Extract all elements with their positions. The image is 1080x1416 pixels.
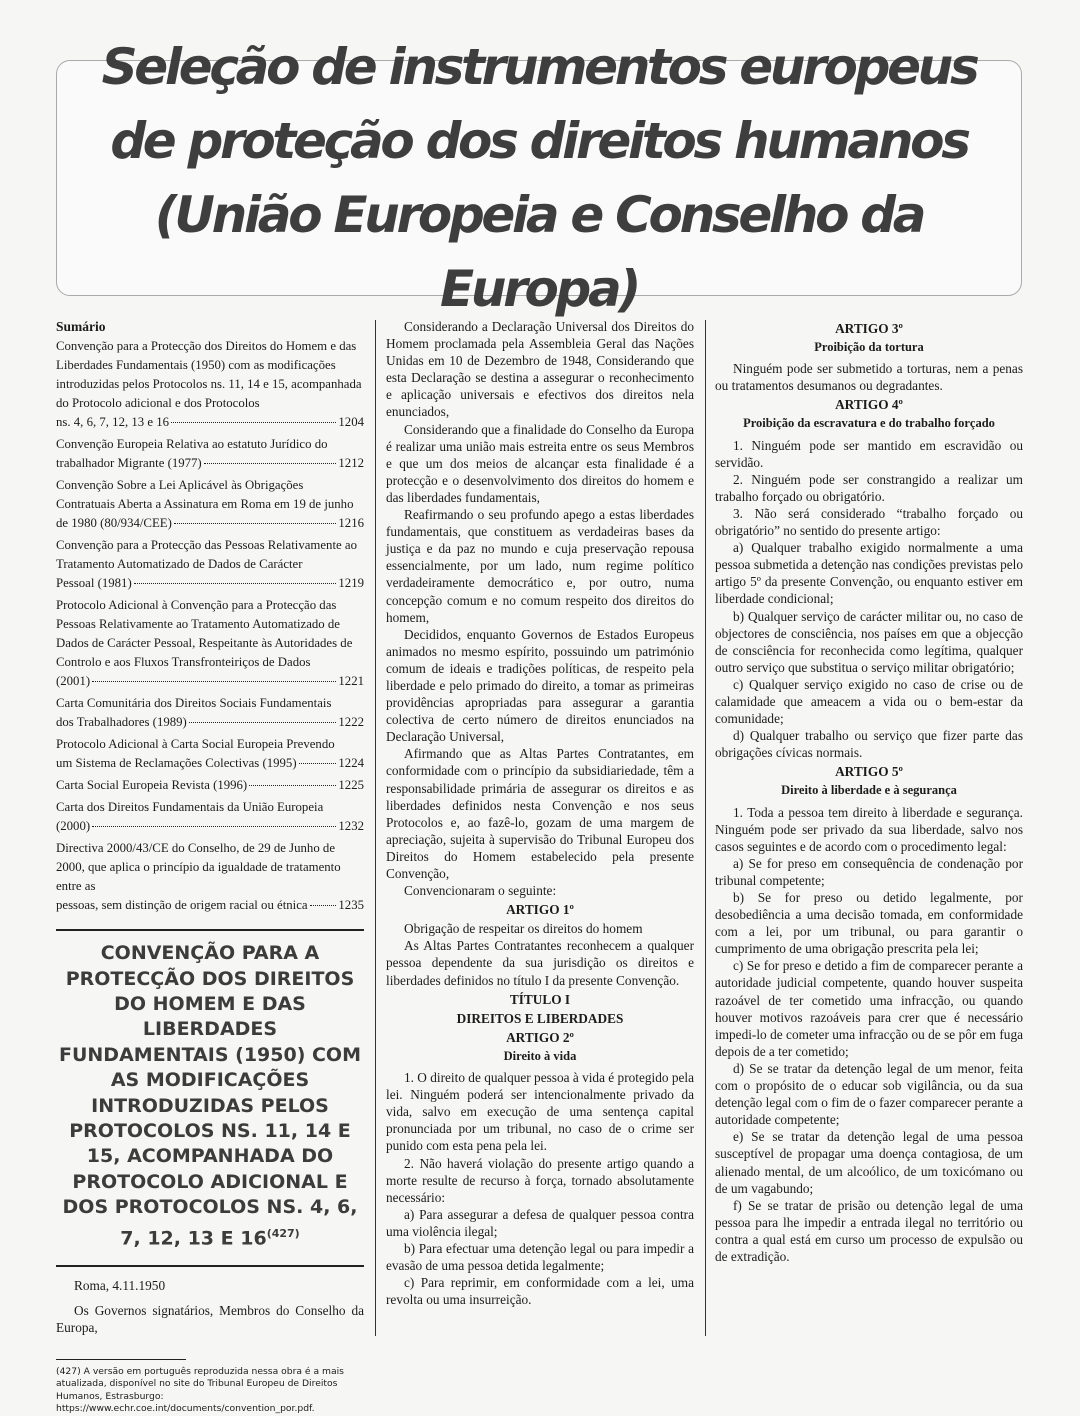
toc-entry-text-end: ns. 4, 6, 7, 12, 13 e 16 [56, 415, 170, 430]
toc-leader-dots [299, 763, 337, 764]
toc-entry-text-end: de 1980 (80/934/CEE) [56, 516, 172, 531]
paragraph: 1. Toda a pessoa tem direito à liberdade e segurança. Ninguém pode ser privado da sua liberdade, salvo nos casos seguintes e de acordo com o procedimento legal: [715, 804, 1023, 854]
toc-entry[interactable] [56, 596, 364, 691]
paragraph: 1. O direito de qualquer pessoa à vida é protegido pela lei. Ninguém poderá ser intencionalmente privado da vida, salvo em execução de uma sentença capital pronunciada por um tribunal, no caso de o crime ser punido com esta pena pela lei. [386, 1070, 694, 1154]
toc-entry-text-end: (2000) [56, 819, 91, 834]
paragraph: d) Se se tratar da detenção legal de um menor, feita com o propósito de o educar sob vigilância, ou da sua detenção legal com o fim de o fazer comparecer perante a autoridade competente; [715, 1060, 1023, 1128]
paragraph: Considerando a Declaração Universal dos Direitos do Homem proclamada pela Assembleia Geral das Nações Unidas em 10 de Dezembro de 1948, Considerando que esta Declaração se destina a assegurar o reconhecimento e aplicação universais e efectivos dos direitos nela enunciados, [386, 319, 694, 420]
toc-leader-dots [249, 785, 336, 786]
paragraph: a) Se for preso em consequência de condenação por tribunal competente; [715, 855, 1023, 888]
title-box [56, 38, 1022, 318]
toc-entry-text: Convenção Sobre a Lei Aplicável às Obrigações Contratuais Aberta a Assinatura em Roma em 19 de junho [56, 478, 354, 512]
title-i-subtitle: DIREITOS E LIBERDADES [456, 1010, 624, 1026]
divider [56, 929, 364, 931]
toc-entry[interactable] [56, 694, 364, 732]
convention-heading [56, 941, 364, 1251]
toc-entry[interactable] [56, 735, 364, 773]
paragraph: Decididos, enquanto Governos de Estados Europeus animados no mesmo espírito, possuindo um património comum de ideais e tradições políticas, de respeito pela liberdade e pelo primado do direito, a tomar as primeiras providências apropriadas para assegurar a garantia colectiva de certo número de direitos enunciados na Declaração Universal, [386, 626, 694, 745]
toc-entry-text: Convenção para a Protecção dos Direitos do Homem e das Liberdades Fundamentais (1950) com as modificações introduzidas pelos Protocolos ns. 11, 14 e 15, acompanhada do Protocolo adicional e dos Protocolos [56, 339, 362, 411]
column-left [56, 318, 364, 1416]
article-3-title: ARTIGO 3º [835, 321, 903, 336]
toc-page-number: 1232 [338, 819, 364, 834]
paragraph: b) Se for preso ou detido legalmente, por desobediência a uma decisão tomada, em conformidade com a lei, por um tribunal, ou para garantir o cumprimento de uma obrigação prescrita pela lei; [715, 890, 1023, 957]
toc-leader-dots [204, 463, 337, 464]
toc-entry-text-end: Carta Social Europeia Revista (1996) [56, 778, 248, 793]
paragraph: d) Qualquer trabalho ou serviço que fizer parte das obrigações cívicas normais. [715, 728, 1023, 761]
paragraph: Convencionaram o seguinte: [404, 883, 557, 899]
footnote-ref[interactable]: (427) [266, 1226, 300, 1240]
toc-entry[interactable] [56, 798, 364, 836]
toc-entry-text-end: Pessoal (1981) [56, 576, 132, 591]
paragraph: a) Para assegurar a defesa de qualquer pessoa contra uma violência ilegal; [386, 1206, 694, 1239]
paragraph: 2. Não haverá violação do presente artigo quando a morte resulte de recurso à força, tornado absolutamente necessário: [386, 1155, 694, 1205]
toc-leader-dots [171, 422, 336, 423]
summary-title: Sumário [56, 319, 106, 334]
paragraph: Afirmando que as Altas Partes Contratantes, em conformidade com o princípio da subsidiariedade, têm a responsabilidade primária de assegurar os direitos e as liberdades definidos nesta Convenção e nos seus Protocolos e, ao fazê-lo, gozam de uma margem de apreciação, sujeita à supervisão do Tribunal Europeu dos Direitos do Homem estabelecido pela presente Convenção, [386, 746, 694, 881]
toc-entry-text: Carta Comunitária dos Direitos Sociais Fundamentais [56, 696, 332, 711]
paragraph: f) Se se tratar de prisão ou detenção legal de uma pessoa para lhe impedir a entrada ilegal no território ou contra a qual está em curso um processo de expulsão ou de extradição. [715, 1197, 1023, 1264]
toc-entry-text: Protocolo Adicional à Carta Social Europeia Prevendo [56, 737, 335, 752]
article-5-title: ARTIGO 5º [835, 764, 903, 780]
column-divider [705, 320, 706, 1336]
toc-leader-dots [310, 905, 337, 906]
toc-entry[interactable] [56, 476, 364, 533]
toc-entry-line [56, 713, 364, 732]
toc-entry-line [56, 454, 364, 473]
paragraph: e) Se se tratar da detenção legal de uma pessoa susceptível de propagar uma doença contagiosa, de um alienado mental, de um alcoólico, de um toxicómano ou de um vagabundo; [715, 1129, 1023, 1196]
paragraph: 1. Ninguém pode ser mantido em escravidão ou servidão. [715, 437, 1023, 470]
toc-leader-dots [189, 722, 337, 723]
footnote: (427) A versão em português reproduzida nessa obra é a mais atualizada, disponível no site do Tribunal Europeu de Direitos Humanos, Estrasburgo: https://www.echr.coe.int/documents/convention_por.pdf. [56, 1365, 344, 1415]
toc-entry[interactable] [56, 435, 364, 473]
toc-page-number: 1222 [338, 715, 364, 730]
toc-page-number: 1216 [338, 516, 364, 531]
toc-entry[interactable] [56, 337, 364, 432]
paragraph: b) Para efectuar uma detenção legal ou para impedir a evasão de uma pessoa detida legalmente; [386, 1240, 694, 1274]
toc-entry-line [56, 896, 364, 915]
toc-entry-text: Directiva 2000/43/CE do Conselho, de 29 de Junho de 2000, que aplica o princípio da igualdade de tratamento entre as [56, 841, 341, 894]
toc-entry[interactable] [56, 839, 364, 915]
toc-leader-dots [92, 681, 336, 682]
paragraph: Reafirmando o seu profundo apego a estas liberdades fundamentais, que constituem as verdadeiras bases da justiça e da paz no mundo e cuja preservação repousa essencialmente, por um lado, num regime político verdadeiramente democrático e, por outro, numa concepção comum e no comum respeito dos direitos do homem, [386, 507, 694, 625]
article-4-title: ARTIGO 4º [835, 397, 903, 413]
article-2-subtitle: Direito à vida [503, 1048, 577, 1063]
toc-page-number: 1225 [338, 778, 364, 793]
article-3-subtitle: Proibição da tortura [814, 340, 924, 355]
toc-entry-line [56, 776, 364, 795]
opening-paragraph: Os Governos signatários, Membros do Conselho da Europa, [56, 1303, 364, 1336]
column-middle [386, 318, 694, 1308]
article-4-subtitle: Proibição da escravatura e do trabalho forçado [743, 416, 995, 431]
column-divider [375, 320, 376, 1336]
toc-entry-text-end: trabalhador Migrante (1977) [56, 456, 202, 471]
paragraph: c) Se for preso e detido a fim de comparecer perante a autoridade judicial competente, quando houver suspeita razoável de ter cometido uma infracção, ou quando houver motivos razoáveis para crer que é necessário impedi-lo de cometer uma infracção ou de se pôr em fuga depois de a ter cometido; [715, 958, 1023, 1059]
toc-page-number: 1204 [338, 415, 364, 430]
convention-heading-text: CONVENÇÃO PARA A PROTECÇÃO DOS DIREITOS DO HOMEM E DAS LIBERDADES FUNDAMENTAIS (1950) COM AS MODIFICAÇÕES INTRODUZIDAS PELOS PROTOCOLOS NS. 11, 14 E 15, ACOMPANHADA DO PROTOCOLO ADICIONAL E DOS PROTOCOLOS NS. 4, 6, 7, 12, 13 E 16 [59, 942, 361, 1249]
article-1-title: ARTIGO 1º [506, 902, 574, 918]
toc-entry-text: Carta dos Direitos Fundamentais da União Europeia [56, 800, 324, 815]
paragraph: a) Qualquer trabalho exigido normalmente a uma pessoa submetida a detenção nas condições previstas pelo artigo 5º da presente Convenção, ou enquanto estiver em liberdade condicional; [715, 540, 1023, 607]
toc-page-number: 1219 [338, 576, 364, 591]
toc-page-number: 1221 [338, 674, 364, 689]
toc-entry[interactable] [56, 776, 364, 795]
paragraph: b) Qualquer serviço de carácter militar ou, no caso de objectores de consciência, nos países em que a objecção de consciência for reconhecida como legítima, qualquer outro serviço que substitua o serviço militar obrigatório; [715, 608, 1023, 675]
toc-entry[interactable] [56, 536, 364, 593]
toc-entry-text: Convenção Europeia Relativa ao estatuto Jurídico do [56, 437, 328, 452]
toc-entry-text-end: dos Trabalhadores (1989) [56, 715, 187, 730]
paragraph: c) Para reprimir, em conformidade com a lei, uma revolta ou uma insurreição. [386, 1275, 694, 1308]
toc-leader-dots [92, 826, 336, 827]
toc-entry-line [56, 672, 364, 691]
toc-page-number: 1224 [338, 756, 364, 771]
toc-entry-text: Convenção para a Protecção das Pessoas Relativamente ao Tratamento Automatizado de Dados de Carácter [56, 538, 357, 572]
toc-page-number: 1235 [338, 898, 364, 913]
paragraph: c) Qualquer serviço exigido no caso de crise ou de calamidade que ameacem a vida ou o bem-estar da comunidade; [715, 676, 1023, 727]
paragraph: Ninguém pode ser submetido a torturas, nem a penas ou tratamentos desumanos ou degradantes. [715, 361, 1023, 394]
paragraph: 3. Não será considerado “trabalho forçado ou obrigatório” no sentido do presente artigo: [715, 505, 1023, 539]
page-title: Seleção de instrumentos europeus de proteção dos direitos humanos (União Europeia e Conselho da Europa) [101, 38, 977, 318]
title-i: TÍTULO I [509, 991, 571, 1007]
article-1-subtitle: Obrigação de respeitar os direitos do homem [404, 921, 643, 937]
article-1-text: As Altas Partes Contratantes reconhecem a qualquer pessoa dependente da sua jurisdição os direitos e liberdades definidos no título I da presente Convenção. [386, 938, 694, 988]
toc-leader-dots [174, 523, 337, 524]
place-date: Roma, 4.11.1950 [74, 1278, 166, 1294]
table-of-contents [56, 337, 364, 915]
toc-entry-line [56, 817, 364, 836]
divider [56, 1265, 364, 1267]
article-2-title: ARTIGO 2º [506, 1029, 574, 1045]
toc-entry-text: Protocolo Adicional à Convenção para a Protecção das Pessoas Relativamente ao Tratamento Automatizado de Dados de Carácter Pessoal, Respeitante às Autoridades de Controlo e aos Fluxos Transfronteiriços de Dados [56, 598, 353, 670]
toc-entry-line [56, 514, 364, 533]
toc-entry-text-end: (2001) [56, 674, 91, 689]
footnote-rule [56, 1359, 186, 1360]
toc-entry-line [56, 413, 364, 432]
toc-entry-text-end: pessoas, sem distinção de origem racial ou étnica [56, 898, 308, 913]
column-right [715, 318, 1023, 1265]
toc-page-number: 1212 [338, 456, 364, 471]
toc-leader-dots [134, 583, 337, 584]
paragraph: 2. Ninguém pode ser constrangido a realizar um trabalho forçado ou obrigatório. [715, 471, 1023, 504]
toc-entry-line [56, 754, 364, 773]
toc-entry-line [56, 574, 364, 593]
toc-entry-text-end: um Sistema de Reclamações Colectivas (1995) [56, 756, 297, 771]
paragraph: Considerando que a finalidade do Conselho da Europa é realizar uma união mais estreita entre os seus Membros e que um dos meios de alcançar esta finalidade é a protecção e o desenvolvimento dos direitos do homem e das liberdades fundamentais, [386, 421, 694, 505]
article-5-subtitle: Direito à liberdade e à segurança [781, 783, 957, 798]
